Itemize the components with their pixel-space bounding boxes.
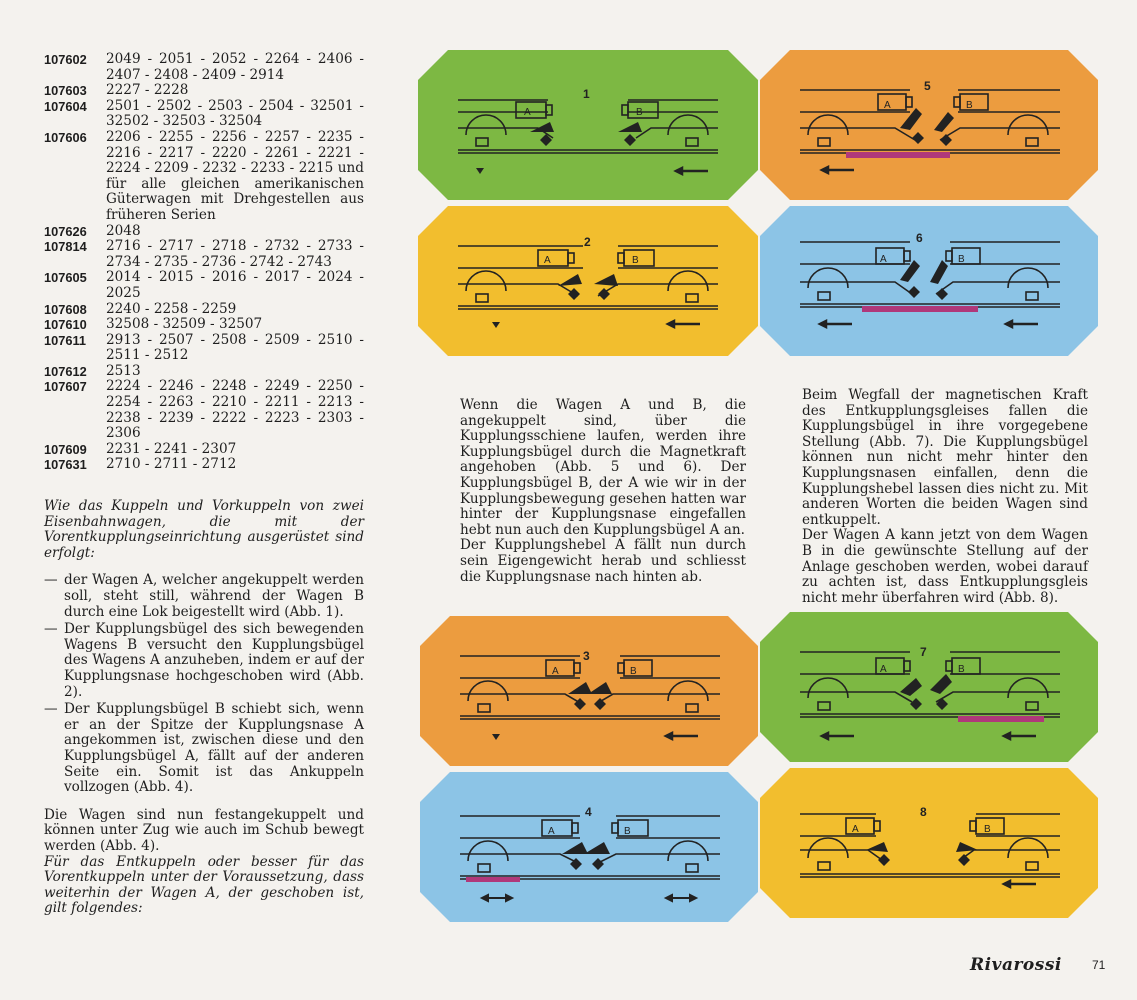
label-b: B: [636, 107, 643, 118]
magnet-lift-paragraph: Wenn die Wagen A und B, die angekuppelt sind, über die Kupplungsschiene laufen, werden ihre Kupplungsbügel durch die Magnetkraft angehoben (Abb. 5 und 6). Der Kupplungsbügel B, der A wie wir in der Kupplungsbewegung gesehen hatten war hinter der Kupplungsnase eingefallen hebt nun auch den Kupplungsbügel A an.: [460, 397, 746, 538]
model-numbers: 2231 - 2241 - 2307: [106, 440, 237, 457]
step-text: der Wagen A, welcher angekuppelt werden soll, steht still, während der Wagen B durch eine Lok beigestellt wird (Abb. 1).: [64, 572, 364, 620]
part-code: 107611: [44, 332, 86, 348]
label-a: A: [548, 826, 555, 837]
bullet-dash: —: [44, 701, 58, 718]
coupling-step: [44, 702, 364, 796]
diagram-panel-2: [418, 206, 758, 356]
model-numbers: 2240 - 2258 - 2259: [106, 300, 237, 317]
coupling-steps-list: [44, 573, 364, 795]
part-list-row: [44, 317, 364, 333]
magnet-release-paragraph: Beim Wegfall der magnetischen Kraft des Entkupplungsgleises fallen die Kupplungsbügel in ihre vorgegebene Stellung (Abb. 7). Die Kupplungsbügel können nun nicht mehr hinter den Kupplungsnasen einfallen, denn die Kupplungshebel lassen dies nicht zu. Mit anderen Worten die beiden Wagen sind entkuppelt.: [802, 387, 1088, 528]
model-numbers: 2014 - 2015 - 2016 - 2017 - 2024 - 2025: [106, 269, 364, 301]
rivarossi-logo: Rivarossi: [970, 955, 1062, 975]
model-numbers: 2716 - 2717 - 2718 - 2732 - 2733 - 2734 - 2735 - 2736 - 2742 - 2743: [106, 238, 364, 270]
model-numbers: 2710 - 2711 - 2712: [106, 456, 237, 473]
label-a: A: [880, 664, 887, 675]
panel-background: [420, 772, 758, 922]
part-code: 107604: [44, 98, 87, 114]
diagram-panel-6: [760, 206, 1098, 356]
label-a: A: [852, 824, 859, 835]
label-b: B: [632, 255, 639, 266]
part-code: 107609: [44, 441, 87, 457]
coupling-step: [44, 573, 364, 620]
left-column: [44, 52, 364, 917]
part-list-row: [44, 130, 364, 224]
label-b: B: [958, 664, 965, 675]
uncoupling-magnet: [958, 716, 1044, 722]
step-text: Der Kupplungsbügel B schiebt sich, wenn er an der Spitze der Kupplungsnase A angekommen ist, zwischen diese und den Kupplungsbügel A, fällt auf der anderen Seite ein. Somit ist das Ankuppeln vollzogen (Abb. 4).: [64, 701, 364, 796]
label-b: B: [966, 100, 973, 111]
panel-number: 5: [924, 79, 931, 93]
diagram-panel-8: [760, 768, 1098, 918]
coupled-paragraph: Die Wagen sind nun festangekuppelt und können unter Zug wie auch im Schub bewegt werden (Abb. 4).: [44, 806, 364, 854]
panel-number: 6: [916, 231, 923, 245]
label-a: A: [884, 100, 891, 111]
model-numbers: 32508 - 32509 - 32507: [106, 316, 263, 333]
label-a: A: [524, 107, 531, 118]
panel-background: [760, 768, 1098, 918]
part-list-row: [44, 99, 364, 130]
label-b: B: [984, 824, 991, 835]
model-numbers: 2501 - 2502 - 2503 - 2504 - 32501 - 32502 - 32503 - 32504: [106, 97, 364, 130]
uncoupling-magnet: [846, 152, 950, 158]
part-list-row: [44, 379, 364, 441]
part-code: 107626: [44, 223, 87, 239]
uncoupling-magnet: [466, 877, 520, 882]
part-list-row: [44, 442, 364, 458]
model-numbers: 2049 - 2051 - 2052 - 2264 - 2406 - 2407 - 2408 - 2409 - 2914: [106, 51, 364, 83]
middle-column-text: [460, 398, 746, 585]
model-numbers: 2227 - 2228: [106, 82, 189, 99]
part-code: 107610: [44, 317, 87, 333]
diagram-panel-1: [418, 50, 758, 200]
step-text: Der Kupplungsbügel des sich bewegenden Wagens B versucht den Kupplungsbügel des Wagens A anzuheben, indem er auf der Kupplungsnase hochgeschoben wird (Abb. 2).: [64, 621, 364, 700]
part-list-row: [44, 239, 364, 270]
lever-paragraph: Der Kupplungshebel A fällt nun durch sein Eigengewicht herab und schliesst die Kupplungsnase nach hinten ab.: [460, 537, 746, 585]
part-code: 107602: [44, 52, 87, 67]
diagram-panel-5: [760, 50, 1098, 200]
diagram-panel-4: [420, 772, 758, 922]
panel-number: 3: [583, 649, 590, 663]
bullet-dash: —: [44, 572, 58, 589]
part-list-row: [44, 364, 364, 380]
coupling-step: [44, 622, 364, 700]
panel-number: 1: [583, 87, 590, 101]
model-numbers: 2513: [106, 362, 141, 379]
bullet-dash: —: [44, 621, 58, 638]
part-list-row: [44, 457, 364, 473]
diagram-panel-3: [420, 616, 758, 766]
model-numbers: 2224 - 2246 - 2248 - 2249 - 2250 - 2254 - 2263 - 2210 - 2211 - 2213 - 2238 - 2239 - 2222 - 2223 - 2303 - 2306: [106, 378, 364, 442]
page-number: 71: [1092, 958, 1106, 972]
label-b: B: [958, 254, 965, 265]
part-list-row: [44, 83, 364, 99]
label-b: B: [630, 666, 637, 677]
diagram-panel-7: [760, 612, 1098, 762]
part-list-row: [44, 224, 364, 240]
label-b: B: [624, 826, 631, 837]
part-code: 107605: [44, 270, 87, 286]
part-code: 107607: [44, 379, 87, 395]
push-wagon-paragraph: Der Wagen A kann jetzt von dem Wagen B in die gewünschte Stellung auf der Anlage geschoben werden, wobei darauf zu achten ist, dass Entkupplungsgleis nicht mehr überfahren wird (Abb. 8).: [802, 527, 1088, 606]
model-numbers: 2048: [106, 222, 141, 239]
part-list-row: [44, 333, 364, 364]
part-code: 107606: [44, 129, 87, 145]
part-list-row: [44, 302, 364, 318]
label-a: A: [880, 254, 887, 265]
coupling-intro: Wie das Kuppeln und Vorkuppeln von zwei Eisenbahnwagen, die mit der Vorentkupplungseinrichtung ausgerüstet sind erfolgt:: [44, 498, 364, 561]
uncoupling-intro: Für das Entkuppeln oder besser für das Vorentkuppeln unter der Voraussetzung, dass weiterhin der Wagen A, der geschoben ist, gilt folgendes:: [44, 853, 364, 917]
part-code: 107603: [44, 83, 87, 99]
part-code: 107814: [44, 239, 87, 255]
label-a: A: [544, 255, 551, 266]
panel-number: 8: [920, 805, 927, 819]
model-numbers: 2913 - 2507 - 2508 - 2509 - 2510 - 2511 - 2512: [106, 331, 364, 364]
uncoupling-magnet: [862, 306, 978, 312]
part-code: 107608: [44, 301, 87, 317]
part-list-row: [44, 52, 364, 83]
panel-number: 7: [920, 645, 927, 659]
panel-number: 4: [585, 805, 592, 819]
part-code: 107631: [44, 457, 87, 473]
part-number-list: [44, 52, 364, 473]
part-list-row: [44, 270, 364, 301]
panel-number: 2: [584, 235, 591, 249]
model-numbers: 2206 - 2255 - 2256 - 2257 - 2235 - 2216 - 2217 - 2220 - 2261 - 2221 - 2224 - 2209 - 2232 - 2233 - 2215 und für alle gleichen amerikanischen Güterwagen mit Drehgestellen aus früheren Serien: [106, 128, 364, 223]
label-a: A: [552, 666, 559, 677]
right-column-text: [802, 388, 1088, 606]
part-code: 107612: [44, 363, 87, 379]
